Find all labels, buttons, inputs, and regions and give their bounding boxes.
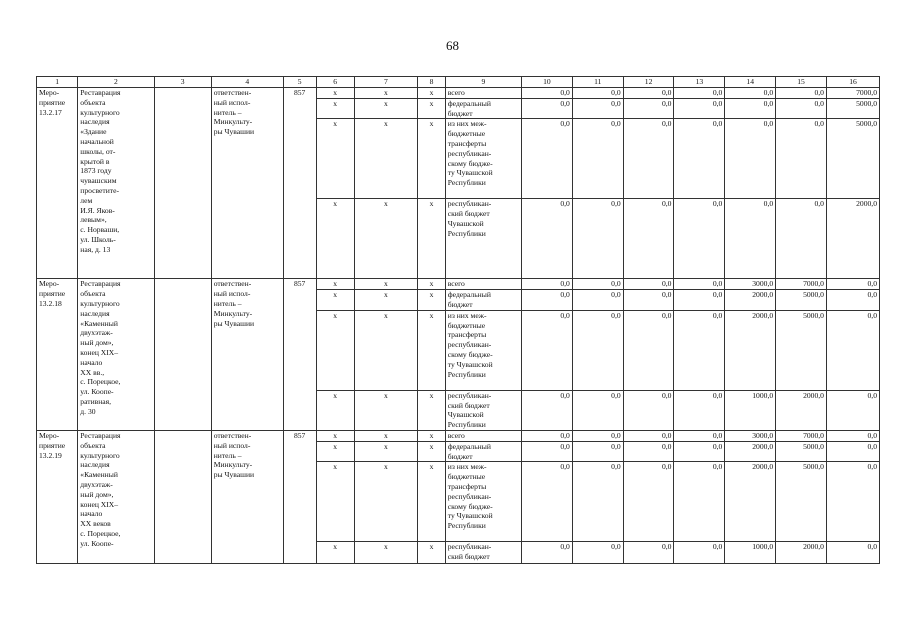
code-cell: x bbox=[316, 119, 354, 199]
column-number-1: 1 bbox=[37, 77, 78, 88]
column-number-8: 8 bbox=[418, 77, 446, 88]
code-cell: x bbox=[316, 290, 354, 311]
event-col3 bbox=[154, 430, 211, 563]
event-executor: ответствен- ный испол- нитель – Минкульту- ры Чувашии bbox=[211, 88, 283, 279]
amount-cell: 0,0 bbox=[826, 430, 879, 441]
column-number-9: 9 bbox=[445, 77, 521, 88]
amount-cell: 0,0 bbox=[776, 98, 827, 119]
amount-cell: 5000,0 bbox=[776, 441, 827, 462]
event-col3 bbox=[154, 279, 211, 431]
column-number-5: 5 bbox=[283, 77, 316, 88]
amount-cell: 0,0 bbox=[826, 290, 879, 311]
event-executor: ответствен- ный испол- нитель – Минкульту- ры Чувашии bbox=[211, 430, 283, 563]
amount-cell: 0,0 bbox=[674, 390, 725, 430]
amount-cell: 2000,0 bbox=[725, 310, 776, 390]
amount-cell: 0,0 bbox=[725, 98, 776, 119]
event-name: Реставрация объекта культурного наследия «Каменный двухэтаж- ный дом», конец XIX– начало XX веков с. Порецкое, ул. Коопе- bbox=[78, 430, 154, 563]
code-cell: x bbox=[418, 119, 446, 199]
amount-cell: 0,0 bbox=[826, 462, 879, 542]
amount-cell: 0,0 bbox=[522, 119, 573, 199]
budget-table bbox=[36, 76, 880, 564]
code-cell: x bbox=[354, 290, 418, 311]
column-number-7: 7 bbox=[354, 77, 418, 88]
amount-cell: 0,0 bbox=[623, 430, 674, 441]
code-cell: x bbox=[354, 441, 418, 462]
amount-cell: 0,0 bbox=[674, 119, 725, 199]
amount-cell: 0,0 bbox=[572, 430, 623, 441]
code-cell: x bbox=[418, 462, 446, 542]
event-grbs-code: 857 bbox=[283, 430, 316, 563]
amount-cell: 0,0 bbox=[623, 390, 674, 430]
code-cell: x bbox=[354, 279, 418, 290]
amount-cell: 5000,0 bbox=[776, 310, 827, 390]
code-cell: x bbox=[354, 462, 418, 542]
amount-cell: 0,0 bbox=[522, 88, 573, 99]
amount-cell: 0,0 bbox=[572, 199, 623, 279]
amount-cell: 0,0 bbox=[522, 542, 573, 564]
event-executor: ответствен- ный испол- нитель – Минкульту- ры Чувашии bbox=[211, 279, 283, 431]
amount-cell: 0,0 bbox=[572, 542, 623, 564]
code-cell: x bbox=[316, 542, 354, 564]
amount-cell: 0,0 bbox=[725, 88, 776, 99]
amount-cell: 1000,0 bbox=[725, 390, 776, 430]
table-row bbox=[37, 279, 880, 290]
event-id: Меро- приятие 13.2.19 bbox=[37, 430, 78, 563]
amount-cell: 2000,0 bbox=[725, 462, 776, 542]
code-cell: x bbox=[418, 310, 446, 390]
code-cell: x bbox=[354, 542, 418, 564]
amount-cell: 0,0 bbox=[522, 279, 573, 290]
amount-cell: 0,0 bbox=[623, 88, 674, 99]
amount-cell: 0,0 bbox=[674, 98, 725, 119]
amount-cell: 0,0 bbox=[674, 88, 725, 99]
column-number-3: 3 bbox=[154, 77, 211, 88]
funding-source: из них меж- бюджетные трансферты республикан- скому бюдже- ту Чувашской Республики bbox=[445, 310, 521, 390]
code-cell: x bbox=[354, 98, 418, 119]
amount-cell: 0,0 bbox=[674, 462, 725, 542]
code-cell: x bbox=[418, 542, 446, 564]
amount-cell: 0,0 bbox=[826, 542, 879, 564]
code-cell: x bbox=[418, 98, 446, 119]
event-grbs-code: 857 bbox=[283, 279, 316, 431]
code-cell: x bbox=[354, 430, 418, 441]
amount-cell: 2000,0 bbox=[776, 390, 827, 430]
funding-source: федеральный бюджет bbox=[445, 98, 521, 119]
amount-cell: 0,0 bbox=[623, 310, 674, 390]
code-cell: x bbox=[418, 199, 446, 279]
event-id: Меро- приятие 13.2.18 bbox=[37, 279, 78, 431]
amount-cell: 0,0 bbox=[572, 310, 623, 390]
funding-source: из них меж- бюджетные трансферты республикан- скому бюдже- ту Чувашской Республики bbox=[445, 119, 521, 199]
event-id: Меро- приятие 13.2.17 bbox=[37, 88, 78, 279]
column-number-11: 11 bbox=[572, 77, 623, 88]
amount-cell: 0,0 bbox=[776, 199, 827, 279]
code-cell: x bbox=[316, 98, 354, 119]
code-cell: x bbox=[354, 88, 418, 99]
amount-cell: 0,0 bbox=[725, 119, 776, 199]
amount-cell: 0,0 bbox=[674, 542, 725, 564]
amount-cell: 0,0 bbox=[623, 279, 674, 290]
event-name: Реставрация объекта культурного наследия «Каменный двухэтаж- ный дом», конец XIX– начало XX вв., с. Порецкое, ул. Коопе- ративная, д. 30 bbox=[78, 279, 154, 431]
column-number-15: 15 bbox=[776, 77, 827, 88]
column-number-16: 16 bbox=[826, 77, 879, 88]
funding-source: федеральный бюджет bbox=[445, 441, 521, 462]
column-number-12: 12 bbox=[623, 77, 674, 88]
amount-cell: 0,0 bbox=[623, 462, 674, 542]
amount-cell: 0,0 bbox=[776, 88, 827, 99]
amount-cell: 0,0 bbox=[623, 290, 674, 311]
amount-cell: 0,0 bbox=[522, 310, 573, 390]
code-cell: x bbox=[354, 390, 418, 430]
amount-cell: 0,0 bbox=[522, 390, 573, 430]
code-cell: x bbox=[354, 119, 418, 199]
column-number-13: 13 bbox=[674, 77, 725, 88]
amount-cell: 0,0 bbox=[725, 199, 776, 279]
page-number: 68 bbox=[446, 38, 459, 53]
funding-source: всего bbox=[445, 279, 521, 290]
amount-cell: 0,0 bbox=[522, 441, 573, 462]
amount-cell: 0,0 bbox=[776, 119, 827, 199]
amount-cell: 0,0 bbox=[826, 441, 879, 462]
funding-source: республикан- ский бюджет bbox=[445, 542, 521, 564]
amount-cell: 0,0 bbox=[674, 441, 725, 462]
amount-cell: 0,0 bbox=[572, 119, 623, 199]
amount-cell: 0,0 bbox=[572, 279, 623, 290]
amount-cell: 0,0 bbox=[522, 290, 573, 311]
code-cell: x bbox=[354, 199, 418, 279]
code-cell: x bbox=[316, 199, 354, 279]
amount-cell: 2000,0 bbox=[776, 542, 827, 564]
amount-cell: 5000,0 bbox=[776, 290, 827, 311]
amount-cell: 0,0 bbox=[572, 390, 623, 430]
amount-cell: 0,0 bbox=[623, 441, 674, 462]
amount-cell: 2000,0 bbox=[725, 441, 776, 462]
amount-cell: 0,0 bbox=[522, 430, 573, 441]
code-cell: x bbox=[418, 390, 446, 430]
amount-cell: 0,0 bbox=[623, 199, 674, 279]
column-number-2: 2 bbox=[78, 77, 154, 88]
amount-cell: 5000,0 bbox=[826, 98, 879, 119]
header-row bbox=[37, 77, 880, 88]
code-cell: x bbox=[354, 310, 418, 390]
amount-cell: 5000,0 bbox=[776, 462, 827, 542]
amount-cell: 0,0 bbox=[572, 98, 623, 119]
code-cell: x bbox=[418, 279, 446, 290]
funding-source: всего bbox=[445, 430, 521, 441]
event-name: Реставрация объекта культурного наследия «Здание начальной школы, от- крытой в 1873 году чувашским просветите- лем И.Я. Яков- левым», с. Норваши, ул. Школь- ная, д. 13 bbox=[78, 88, 154, 279]
funding-source: из них меж- бюджетные трансферты республикан- скому бюдже- ту Чувашской Республики bbox=[445, 462, 521, 542]
code-cell: x bbox=[316, 310, 354, 390]
amount-cell: 0,0 bbox=[522, 98, 573, 119]
amount-cell: 0,0 bbox=[572, 462, 623, 542]
amount-cell: 1000,0 bbox=[725, 542, 776, 564]
amount-cell: 0,0 bbox=[674, 279, 725, 290]
amount-cell: 0,0 bbox=[522, 462, 573, 542]
column-number-6: 6 bbox=[316, 77, 354, 88]
code-cell: x bbox=[316, 430, 354, 441]
amount-cell: 3000,0 bbox=[725, 279, 776, 290]
amount-cell: 0,0 bbox=[623, 542, 674, 564]
funding-source: всего bbox=[445, 88, 521, 99]
amount-cell: 2000,0 bbox=[725, 290, 776, 311]
amount-cell: 7000,0 bbox=[776, 279, 827, 290]
amount-cell: 0,0 bbox=[674, 430, 725, 441]
amount-cell: 0,0 bbox=[572, 290, 623, 311]
amount-cell: 0,0 bbox=[826, 390, 879, 430]
code-cell: x bbox=[316, 462, 354, 542]
table-row bbox=[37, 88, 880, 99]
amount-cell: 2000,0 bbox=[826, 199, 879, 279]
amount-cell: 5000,0 bbox=[826, 119, 879, 199]
event-grbs-code: 857 bbox=[283, 88, 316, 279]
code-cell: x bbox=[316, 279, 354, 290]
funding-source: республикан- ский бюджет Чувашской Республики bbox=[445, 199, 521, 279]
amount-cell: 0,0 bbox=[674, 290, 725, 311]
amount-cell: 0,0 bbox=[826, 279, 879, 290]
amount-cell: 7000,0 bbox=[826, 88, 879, 99]
column-number-10: 10 bbox=[522, 77, 573, 88]
amount-cell: 3000,0 bbox=[725, 430, 776, 441]
funding-source: республикан- ский бюджет Чувашской Республики bbox=[445, 390, 521, 430]
code-cell: x bbox=[316, 390, 354, 430]
amount-cell: 7000,0 bbox=[776, 430, 827, 441]
code-cell: x bbox=[316, 88, 354, 99]
table-row bbox=[37, 430, 880, 441]
amount-cell: 0,0 bbox=[826, 310, 879, 390]
funding-source: федеральный бюджет bbox=[445, 290, 521, 311]
amount-cell: 0,0 bbox=[522, 199, 573, 279]
amount-cell: 0,0 bbox=[623, 119, 674, 199]
code-cell: x bbox=[418, 441, 446, 462]
amount-cell: 0,0 bbox=[674, 310, 725, 390]
amount-cell: 0,0 bbox=[623, 98, 674, 119]
amount-cell: 0,0 bbox=[674, 199, 725, 279]
column-number-14: 14 bbox=[725, 77, 776, 88]
code-cell: x bbox=[418, 290, 446, 311]
column-number-4: 4 bbox=[211, 77, 283, 88]
amount-cell: 0,0 bbox=[572, 441, 623, 462]
event-col3 bbox=[154, 88, 211, 279]
code-cell: x bbox=[418, 88, 446, 99]
code-cell: x bbox=[418, 430, 446, 441]
code-cell: x bbox=[316, 441, 354, 462]
amount-cell: 0,0 bbox=[572, 88, 623, 99]
